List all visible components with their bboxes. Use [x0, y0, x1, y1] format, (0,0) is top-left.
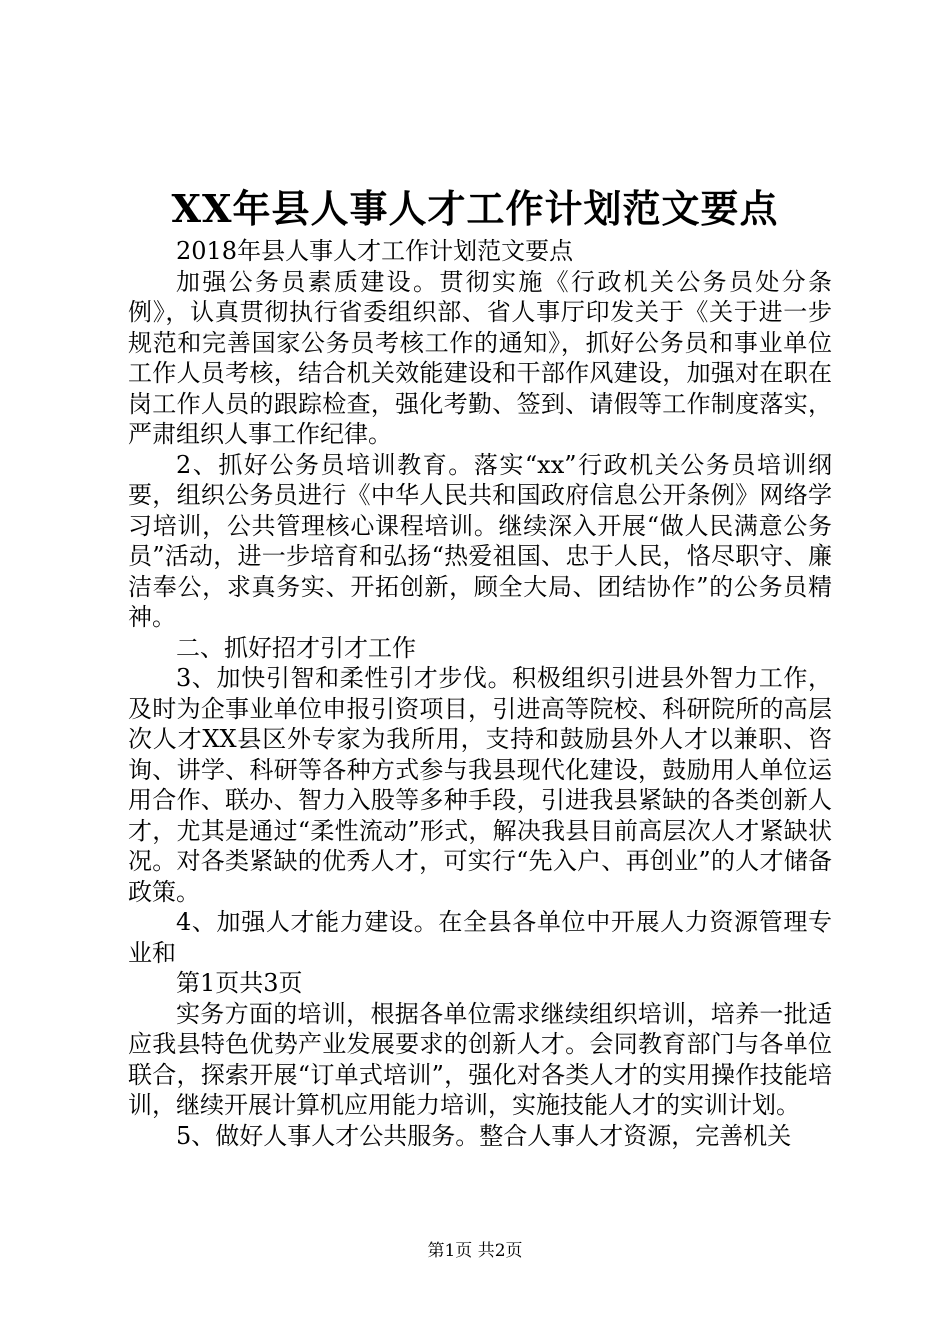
- page-footer: 第1页 共2页: [427, 1241, 523, 1261]
- paragraph-public-service: 5、做好人事人才公共服务。整合人事人才资源，完善机关: [176, 1121, 792, 1150]
- paragraph-practical-training: 实务方面的培训，根据各单位需求继续组织培训，培养一批适应我县特色优势产业发展要求的创新人才。会同教育部门与各单位联合，探索开展“订单式培训”，强化对各类人才的实用操作技能培训，继续开展计算机应用能力培训，实施技能人才的实训计划。: [128, 999, 832, 1119]
- inline-page-marker: 第1页共3页: [176, 969, 303, 997]
- paragraph-civil-servant-quality: 加强公务员素质建设。贯彻实施《行政机关公务员处分条例》，认真贯彻执行省委组织部、省人事厅印发关于《关于进一步规范和完善国家公务员考核工作的通知》，抓好公务员和事业单位工作人员考核，结合机关效能建设和干部作风建设，加强对在职在岗工作人员的跟踪检查，强化考勤、签到、请假等工作制度落实，严肃组织人事工作纪律。: [128, 267, 832, 448]
- paragraph-talent-capacity: 4、加强人才能力建设。在全县各单位中开展人力资源管理专业和: [128, 908, 832, 967]
- section-heading-talent-recruitment: 二、抓好招才引才工作: [176, 633, 416, 662]
- document-title: XX年县人事人才工作计划范文要点: [171, 186, 779, 231]
- paragraph-civil-servant-training: 2、抓好公务员培训教育。落实“xx”行政机关公务员培训纲要，组织公务员进行《中华人民共和国政府信息公开条例》网络学习培训，公共管理核心课程培训。继续深入开展“做人民满意公务员”活动，进一步培育和弘扬“热爱祖国、忠于人民，恪尽职守、廉洁奉公，求真务实、开拓创新，顾全大局、团结协作”的公务员精神。: [128, 450, 832, 631]
- paragraph-talent-introduction: 3、加快引智和柔性引才步伐。积极组织引进县外智力工作，及时为企事业单位申报引资项目，引进高等院校、科研院所的高层次人才XX县区外专家为我所用，支持和鼓励县外人才以兼职、咨询、讲学、科研等各种方式参与我县现代化建设，鼓励用人单位运用合作、联办、智力入股等多种手段，引进我县紧缺的各类创新人才，尤其是通过“柔性流动”形式，解决我县目前高层次人才紧缺状况。对各类紧缺的优秀人才，可实行“先入户、再创业”的人才储备政策。: [128, 664, 832, 906]
- subtitle-line: 2018年县人事人才工作计划范文要点: [176, 237, 574, 265]
- document-body: [128, 236, 832, 1151]
